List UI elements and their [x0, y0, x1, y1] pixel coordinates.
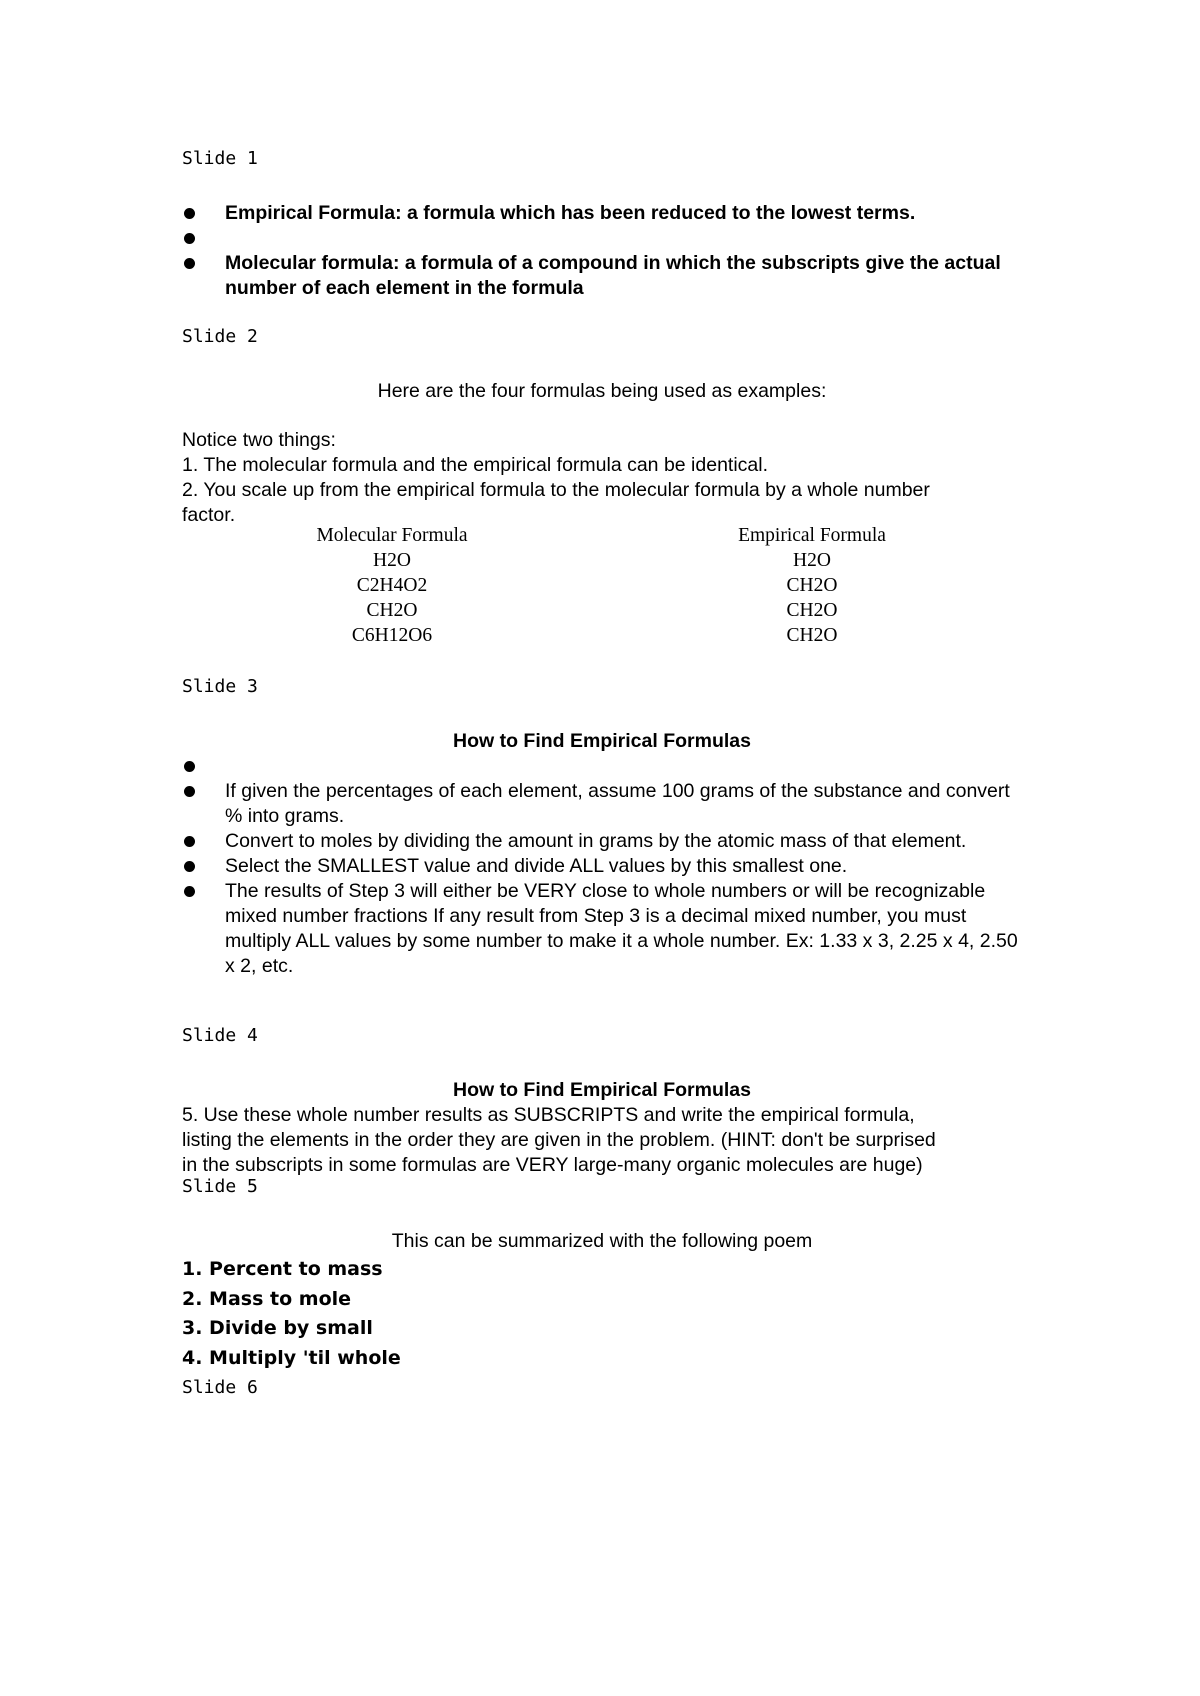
bullet-icon [184, 786, 195, 797]
step-text: If given the percentages of each element, assume 100 grams of the substance and convert % into grams. [225, 780, 1010, 827]
table-row [182, 598, 1022, 623]
table-cell: H2O [373, 550, 411, 571]
list-item [182, 829, 1022, 854]
list-item [182, 251, 1022, 301]
list-item [182, 754, 1022, 779]
list-item [182, 201, 1022, 226]
formula-table [182, 523, 1022, 648]
poem-intro: This can be summarized with the following poem [391, 1230, 813, 1252]
notice-line: Notice two things: [182, 429, 336, 451]
slide-3-label: Slide 3 [182, 676, 258, 697]
column-header: Molecular Formula [316, 525, 468, 546]
slide-3-heading: How to Find Empirical Formulas [453, 730, 751, 752]
bullet-icon [184, 836, 195, 847]
list-item [182, 779, 1022, 829]
slide-1-label: Slide 1 [182, 148, 258, 169]
notice-line: 1. The molecular formula and the empirical formula can be identical. [182, 454, 769, 476]
table-header-row [182, 523, 1022, 548]
table-row [182, 573, 1022, 598]
table-cell: C6H12O6 [351, 625, 433, 646]
step-text: Select the SMALLEST value and divide ALL values by this smallest one. [225, 855, 848, 877]
slide-2-label: Slide 2 [182, 326, 258, 347]
poem-line: 2. Mass to mole [182, 1287, 352, 1310]
bullet-icon [184, 208, 195, 219]
poem-list [182, 1255, 401, 1373]
slide-4-paragraph [182, 1103, 1032, 1178]
slide-6-label: Slide 6 [182, 1377, 258, 1398]
bullet-icon [184, 258, 195, 269]
molecular-formula-definition: Molecular formula: a formula of a compound in which the subscripts give the actual number of each element in the formula [225, 252, 1001, 299]
step-text: The results of Step 3 will either be VERY close to whole numbers or will be recognizable mixed number fractions If any result from Step 3 is a decimal mixed number, you must multiply ALL values by some number to make it a whole number. Ex: 1.33 x 3, 2.25 x 4, 2.50 x 2, etc. [225, 880, 1018, 977]
empirical-formula-definition: Empirical Formula: a formula which has been reduced to the lowest terms. [225, 202, 916, 224]
notice-line: 2. You scale up from the empirical formula to the molecular formula by a whole number [182, 479, 930, 501]
slide-4-heading: How to Find Empirical Formulas [453, 1079, 751, 1101]
slide-3-steps-list [182, 754, 1022, 979]
bullet-icon [184, 233, 195, 244]
notice-line: factor. [182, 504, 236, 526]
table-row [182, 548, 1022, 573]
poem-line: 4. Multiply 'til whole [182, 1346, 401, 1369]
notice-paragraph [182, 428, 1032, 528]
table-cell: H2O [793, 550, 831, 571]
list-item [182, 854, 1022, 879]
column-header: Empirical Formula [738, 525, 886, 546]
table-cell: CH2O [366, 600, 418, 621]
bullet-icon [184, 886, 195, 897]
paragraph-line: in the subscripts in some formulas are VERY large-many organic molecules are huge) [182, 1154, 923, 1176]
slide-5-label: Slide 5 [182, 1176, 258, 1197]
table-row [182, 623, 1022, 648]
list-item [182, 879, 1022, 979]
paragraph-line: listing the elements in the order they are given in the problem. (HINT: don't be surprised [182, 1129, 936, 1151]
examples-intro: Here are the four formulas being used as examples: [377, 380, 827, 402]
slide-4-label: Slide 4 [182, 1025, 258, 1046]
bullet-icon [184, 861, 195, 872]
slide-1-bullet-list [182, 201, 1022, 301]
poem-line: 1. Percent to mass [182, 1258, 383, 1280]
table-cell: CH2O [786, 575, 838, 596]
table-cell: C2H4O2 [356, 575, 428, 596]
table-cell: CH2O [786, 600, 838, 621]
step-text: Convert to moles by dividing the amount in grams by the atomic mass of that element. [225, 830, 967, 852]
list-item [182, 226, 1022, 251]
poem-line: 3. Divide by small [182, 1317, 373, 1339]
bullet-icon [184, 761, 195, 772]
paragraph-line: 5. Use these whole number results as SUBSCRIPTS and write the empirical formula, [182, 1104, 915, 1126]
table-cell: CH2O [786, 625, 838, 646]
